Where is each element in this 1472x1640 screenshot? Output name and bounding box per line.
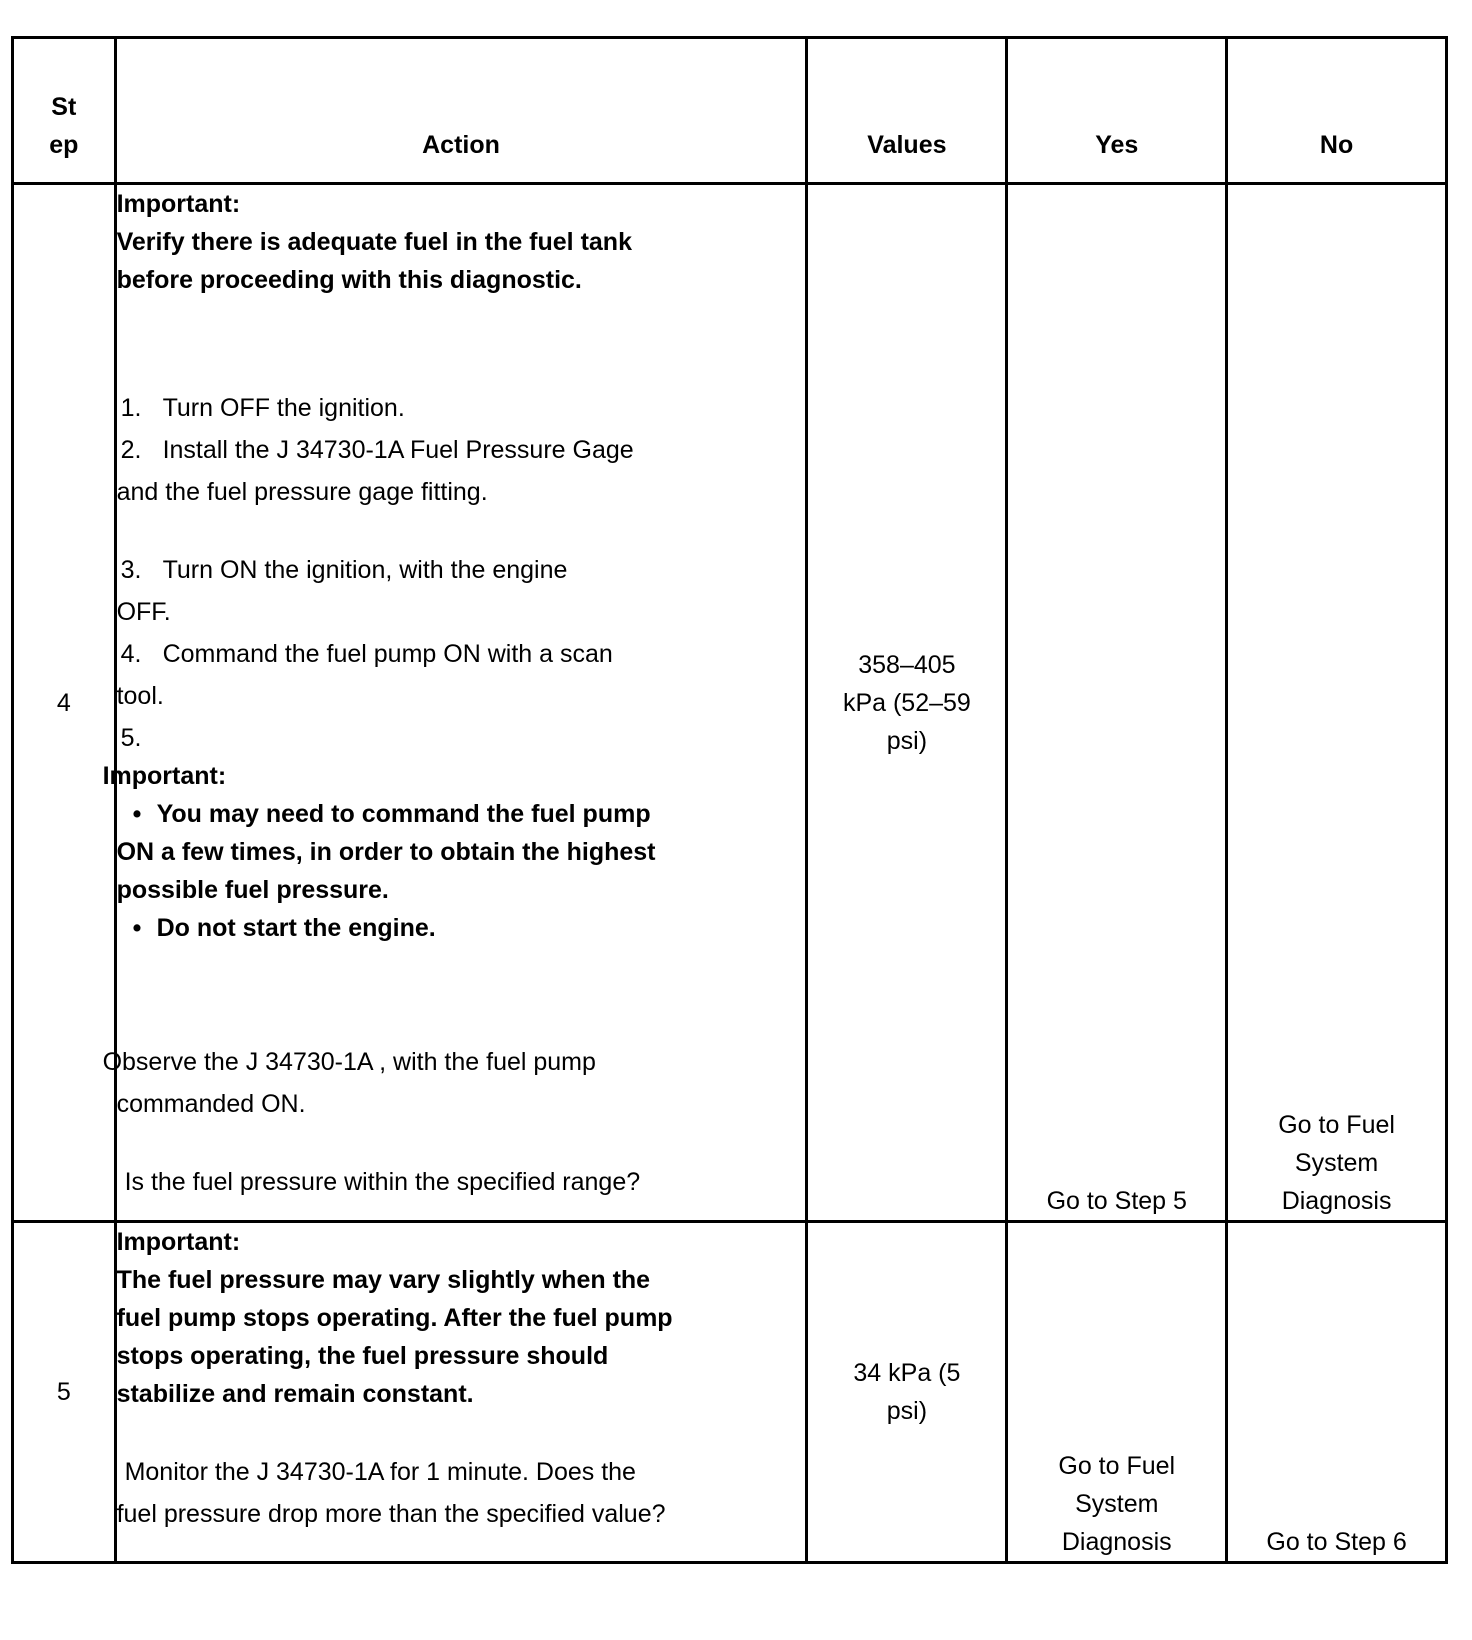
no-link[interactable]: Go to Step 6 [1266, 1528, 1407, 1556]
important-label: Important: [102, 762, 227, 790]
procedure-step-number: 2. [120, 436, 142, 464]
important-bullet: • Do not start the engine. [117, 909, 806, 947]
important-bullet-continuation: possible fuel pressure. [116, 876, 389, 904]
procedure-step [117, 635, 806, 673]
important-text: stops operating, the fuel pressure should [116, 1342, 609, 1370]
table-row-step-4 [13, 184, 1447, 1222]
question-text: fuel pressure drop more than the specified value? [116, 1500, 666, 1528]
values-cell: 358–405 kPa (52–59 psi) [807, 184, 1007, 1222]
procedure-step-continuation: tool. [116, 682, 164, 710]
procedure-step [117, 719, 806, 757]
step-number: 5 [13, 1222, 116, 1563]
important-text: fuel pump stops operating. After the fuel pump [116, 1304, 673, 1332]
important-text: The fuel pressure may vary slightly when the [116, 1266, 651, 1294]
observe-text: commanded ON. [116, 1090, 306, 1118]
no-cell [1227, 1222, 1447, 1563]
procedure-step-text: Turn OFF the ignition. [162, 394, 405, 422]
important-text: Verify there is adequate fuel in the fuel tank [116, 228, 632, 256]
action-cell [102, 184, 807, 1222]
yes-link[interactable]: Go to Fuel System Diagnosis [1058, 1452, 1176, 1556]
procedure-step-text: Turn ON the ignition, with the engine [162, 556, 568, 584]
header-step [13, 38, 116, 184]
table-row-step-5 [13, 1222, 1447, 1563]
procedure-step-text: Command the fuel pump ON with a scan [162, 640, 613, 668]
header-step-line1: St [51, 93, 77, 121]
procedure-step-number: 1. [120, 394, 142, 422]
procedure-step-continuation: and the fuel pressure gage fitting. [116, 478, 488, 506]
important-bullet: • You may need to command the fuel pump [117, 795, 806, 833]
bullet-icon: • [132, 800, 142, 828]
procedure-step-text: Install the J 34730-1A Fuel Pressure Gage [162, 436, 634, 464]
important-bullet-continuation: ON a few times, in order to obtain the highest [116, 838, 656, 866]
procedure-step-number: 3. [120, 556, 142, 584]
observe-text: Observe the J 34730-1A , with the fuel pump [102, 1048, 596, 1076]
procedure-step [117, 551, 806, 589]
question-text: Is the fuel pressure within the specified range? [124, 1168, 641, 1196]
diagnostic-table [11, 36, 1448, 1564]
bullet-icon: • [132, 914, 142, 942]
header-no: No [1227, 38, 1447, 184]
procedure-step-number: 5. [120, 724, 142, 752]
question-text: Monitor the J 34730-1A for 1 minute. Does the [124, 1458, 636, 1486]
procedure-step-continuation: OFF. [116, 598, 171, 626]
step-number: 4 [13, 184, 116, 1222]
yes-link[interactable]: Go to Step 5 [1046, 1187, 1187, 1215]
header-values: Values [807, 38, 1007, 184]
no-link[interactable]: Go to Fuel System Diagnosis [1278, 1111, 1395, 1215]
procedure-step [117, 389, 806, 427]
header-action: Action [115, 38, 807, 184]
important-text: stabilize and remain constant. [116, 1380, 474, 1408]
no-cell [1227, 184, 1447, 1222]
action-cell [115, 1222, 807, 1563]
yes-cell [1007, 1222, 1227, 1563]
header-row [13, 38, 1447, 184]
procedure-step [117, 431, 806, 469]
important-label: Important: [116, 1228, 241, 1256]
yes-cell [1007, 184, 1227, 1222]
important-label: Important: [116, 190, 241, 218]
header-step-line2: ep [49, 131, 79, 159]
header-yes: Yes [1007, 38, 1227, 184]
procedure-step-number: 4. [120, 640, 142, 668]
values-cell: 34 kPa (5 psi) [807, 1222, 1007, 1563]
important-text: before proceeding with this diagnostic. [116, 266, 582, 294]
